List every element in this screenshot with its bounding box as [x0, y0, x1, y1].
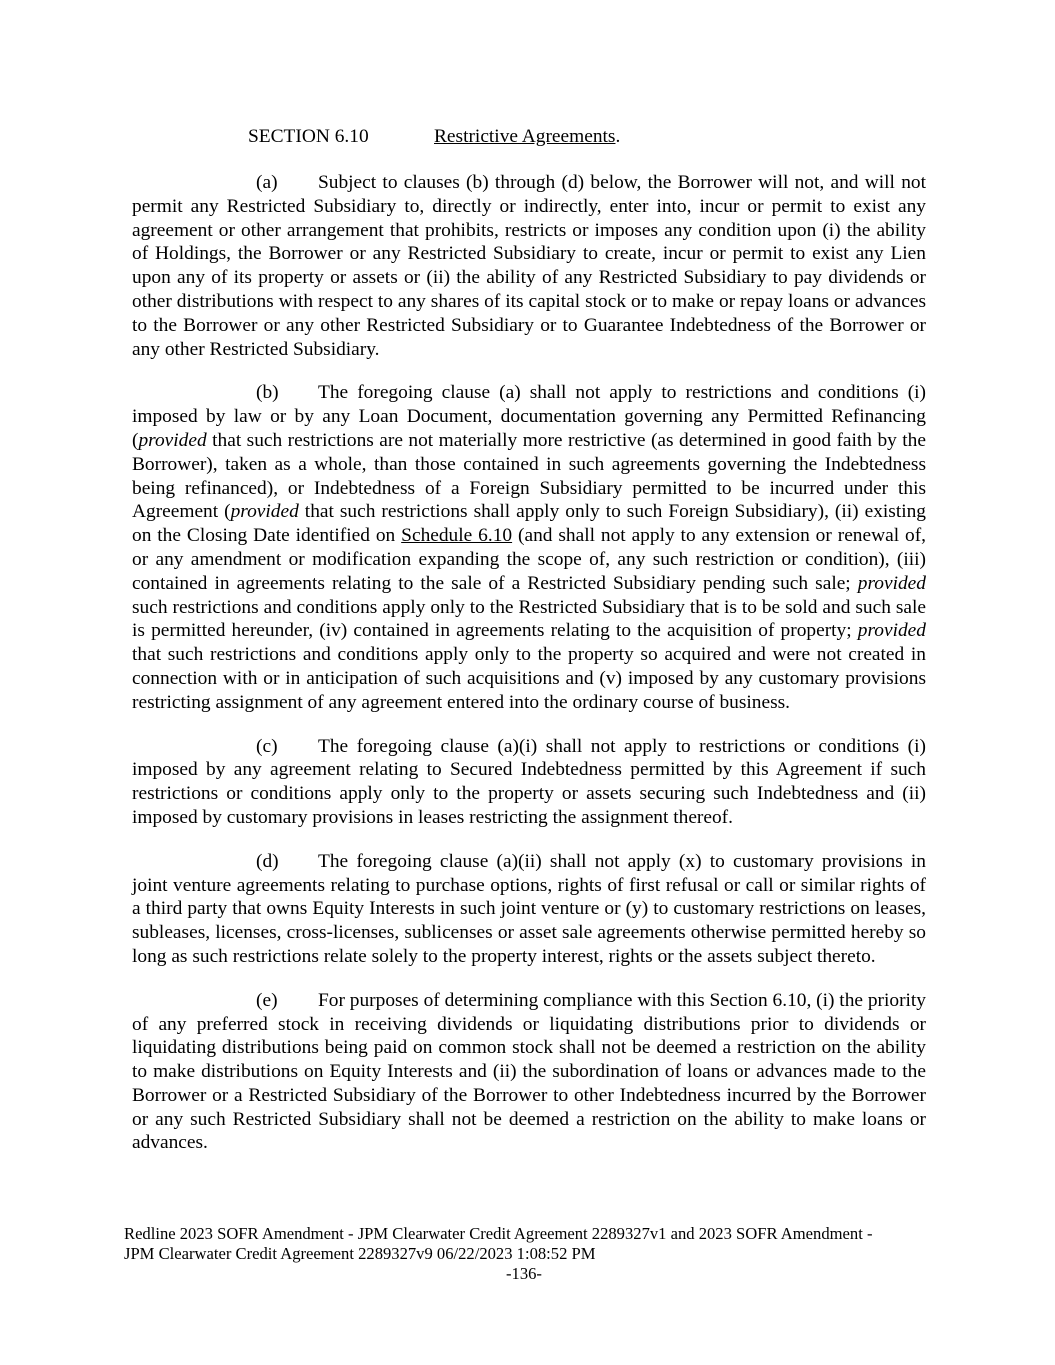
clause-b-text-6: that such restrictions and conditions apply only to the property so acquired and were not created in connection with or in anticipation of such acquisitions and (v) imposed by any customary provisions restricting assignment of any agreement entered into the ordinary course of business.	[132, 644, 926, 713]
clause-c	[132, 735, 926, 830]
footer-line-2: JPM Clearwater Credit Agreement 2289327v9 06/22/2023 1:08:52 PM	[124, 1244, 596, 1263]
clause-b-provided-3: provided	[857, 572, 926, 594]
section-number: SECTION 6.10	[248, 126, 369, 147]
section-heading	[248, 124, 926, 150]
section-title: Restrictive Agreements	[434, 126, 616, 147]
page-number: -136-	[506, 1264, 542, 1283]
clause-b-provided-1: provided	[138, 429, 207, 451]
clause-c-text: The foregoing clause (a)(i) shall not apply to restrictions or conditions (i) imposed by any agreement relating to Secured Indebtedness permitted by this Agreement if such restrictions or conditions apply only to the property or assets securing such Indebtedness and (ii) imposed by customary provisions in leases restricting the assignment thereof.	[132, 735, 926, 828]
clause-e	[132, 989, 926, 1156]
clause-c-label: (c)	[256, 735, 278, 757]
clause-e-text: For purposes of determining compliance with this Section 6.10, (i) the priority of any preferred stock in receiving dividends or liquidating distributions prior to dividends or liquidating distributions being paid on common stock shall not be deemed a restriction on the ability to make distributions on Equity Interests and (ii) the subordination of loans or advances made to the Borrower or a Restricted Subsidiary of the Borrower to other Indebtedness incurred by the Borrower or any such Restricted Subsidiary shall not be deemed a restriction on the ability to make loans or advances.	[132, 989, 927, 1154]
clause-b-text-3: that such restrictions shall apply only to such Foreign Subsidiary), (ii) existing on the Closing Date identified on	[132, 501, 926, 547]
section-title-period: .	[615, 126, 621, 147]
clause-d	[132, 850, 926, 969]
clause-e-label: (e)	[256, 989, 278, 1011]
clause-b-text-2: that such restrictions are not materially more restrictive (as determined in good faith by the Borrower), taken as a whole, than those contained in such agreements governing the Indebtedness being refinanced), or Indebtedness of a Foreign Subsidiary permitted to be incurred under this Agreement (	[132, 429, 926, 523]
clause-d-label: (d)	[256, 850, 279, 872]
clause-a-label: (a)	[256, 172, 278, 193]
clause-b	[132, 381, 926, 714]
document-page	[132, 124, 926, 1175]
clause-b-provided-2: provided	[230, 501, 299, 523]
clause-b-label: (b)	[256, 382, 279, 404]
clause-d-text: The foregoing clause (a)(ii) shall not apply (x) to customary provisions in joint venture agreements relating to purchase options, rights of first refusal or call or similar rights of a third party that owns Equity Interests in such joint venture or (y) to customary restrictions on leases, subleases, licenses, cross-licenses, sublicenses or asset sale agreements otherwise permitted hereby so long as such restrictions relate solely to the property interest, rights or the assets subject thereto.	[132, 850, 926, 967]
clause-a	[132, 171, 926, 361]
clause-b-text-1: The foregoing clause (a) shall not apply to restrictions and conditions (i) imposed by law or by any Loan Document, documentation governing any Permitted Refinancing (	[132, 382, 926, 451]
clause-a-text: Subject to clauses (b) through (d) below, the Borrower will not, and will not permit any Restricted Subsidiary to, directly or indirectly, enter into, incur or permit to exist any agreement or other arrangement that prohibits, restricts or imposes any condition upon (i) the ability of Holdings, the Borrower or any Restricted Subsidiary to create, incur or permit to exist any Lien upon any of its property or assets or (ii) the ability of any Restricted Subsidiary to pay dividends or other distributions with respect to any shares of its capital stock or to make or repay loans or advances to the Borrower or any other Restricted Subsidiary or to Guarantee Indebtedness of the Borrower or any other Restricted Subsidiary.	[132, 172, 926, 360]
clause-b-text-5: such restrictions and conditions apply only to the Restricted Subsidiary that is to be sold and such sale is permitted hereunder, (iv) contained in agreements relating to the acquisition of property;	[132, 596, 926, 642]
footer-line-1: Redline 2023 SOFR Amendment - JPM Clearwater Credit Agreement 2289327v1 and 2023 SOFR Amendment -	[124, 1224, 873, 1243]
clause-b-text-4: (and shall not apply to any extension or renewal of, or any amendment or modification expanding the scope of, any such restriction or condition), (iii) contained in agreements relating to the sale of a Restricted Subsidiary pending such sale;	[132, 525, 927, 594]
page-footer	[124, 1224, 924, 1284]
schedule-6-10-reference: Schedule 6.10	[401, 525, 513, 547]
clause-b-provided-4: provided	[857, 620, 926, 642]
